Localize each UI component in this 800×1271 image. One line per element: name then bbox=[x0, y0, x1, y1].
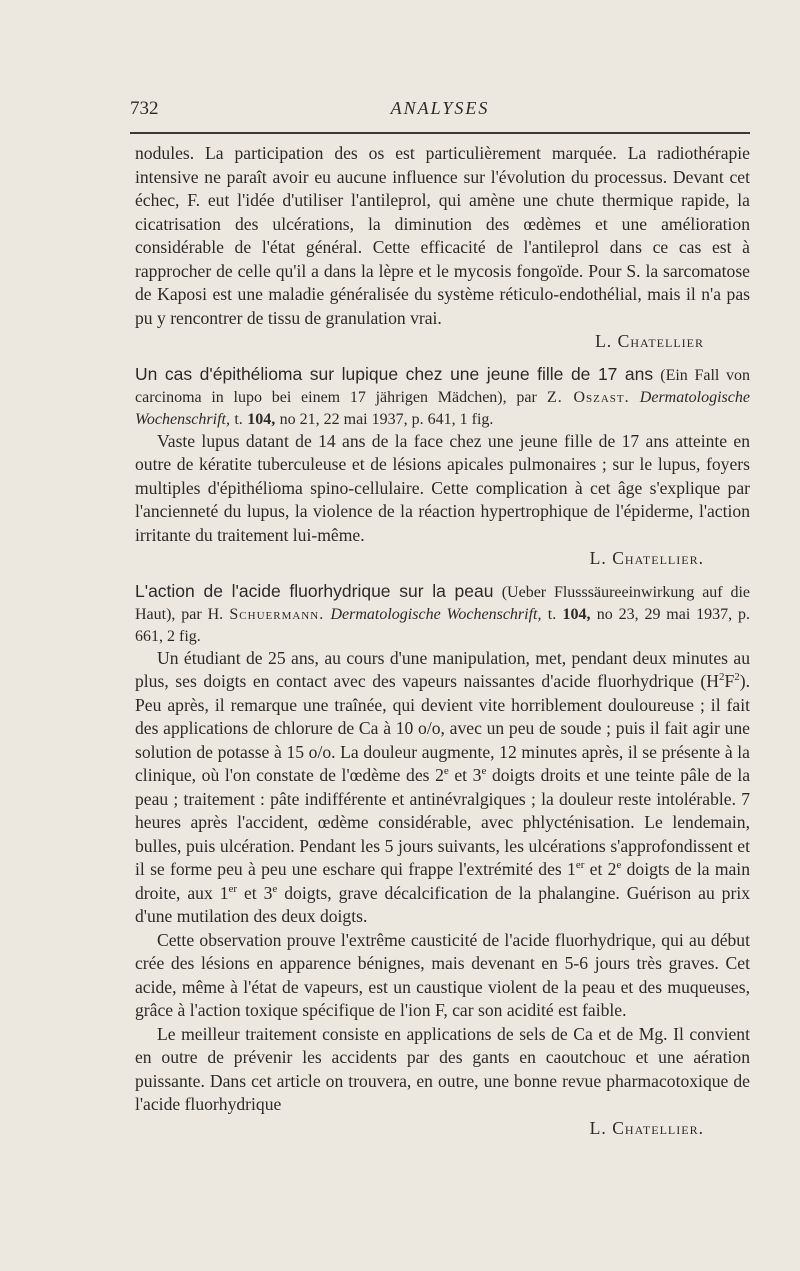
text-run: doigts droits et une teinte pâle de la peau ; traitement : pâte indifférente et antinévralgiques ; la douleur reste intolérable. 7 heures après l'accident, œdème considérable, avec phlycténisation. Le lendemain, bulles, puis ulcération. Pendant les 5 jours suivants, les ulcérations s'approfondissent et il se forme peu à peu une eschare qui frappe l'extrémité des 1 bbox=[135, 765, 751, 879]
article2-volume-prefix: t. bbox=[547, 605, 557, 623]
superscript: er bbox=[575, 859, 585, 872]
text-run: ). Peu après, il remarque une traînée, qui devient vite horriblement douloureuse ; il fait des applications de chlorure de Ca à 10 o/o, avec un peu de soude ; puis il fait agir une solution de potasse à 15 o/o. La douleur augmente, 12 minutes après, il se présente à la clinique, où l'on constate de l'œdème des 2 bbox=[135, 671, 750, 785]
page-body bbox=[135, 142, 750, 1140]
page-header bbox=[130, 94, 750, 124]
text-run: doigts, grave décalcification de la phalangine. Guérison au prix d'une mutilation des deux doigts. bbox=[135, 882, 751, 926]
header-rule bbox=[130, 132, 750, 134]
superscript: e bbox=[272, 882, 278, 895]
article1-details: no 21, 22 mai 1937, p. 641, 1 fig. bbox=[279, 410, 494, 428]
text-run: et 3 bbox=[237, 882, 273, 903]
article1-author: Z. Oszast. bbox=[546, 388, 630, 406]
text-run: Un étudiant de 25 ans, au cours d'une manipulation, met, pendant deux minutes au plus, ses doigts en contact avec des vapeurs naissantes d'acide fluorhydrique (H bbox=[135, 647, 750, 691]
article1-volume: 104, bbox=[247, 410, 276, 428]
text-run: F bbox=[724, 671, 735, 691]
article1-volume-prefix: t. bbox=[234, 410, 243, 428]
page-number: 732 bbox=[130, 98, 159, 119]
article2-paragraph-1 bbox=[135, 647, 750, 929]
intro-signature: L. Chatellier bbox=[595, 331, 704, 351]
article1-journal: Dermatologische Wochenschrift, bbox=[135, 388, 750, 428]
text-run: doigts de la main droite, aux 1 bbox=[135, 859, 750, 903]
intro-paragraph: nodules. La participation des os est particulièrement marquée. La radiothérapie intensive ne paraît avoir eu aucune influence sur l'évolution du processus. Devant cet échec, F. eut l'idée d'utiliser l'antileprol, qui amène une chute thermique rapide, la cicatrisation des ulcérations, la diminution des œdèmes et une amélioration considérable de l'état général. Cette efficacité de l'antileprol dans ce cas est à rapprocher de celle qu'il a dans la lèpre et le mycosis fongoïde. Pour S. la sarcomatose de Kaposi est une maladie généralisée du système réticulo-endothélial, mais il n'a pas pu y rencontrer de tissu de granulation vrai. bbox=[135, 143, 750, 328]
article1-body: Vaste lupus datant de 14 ans de la face chez une jeune fille de 17 ans atteinte en outre de kératite tuberculeuse et de lésions apicales pulmonaires ; sur le lupus, foyers multiples d'épithélioma spino-cellulaire. Cette complication à cet âge s'explique par l'ancienneté du lupus, la violence de la réaction hypertrophique de l'épiderme, l'action irritante du traitement lui-même. bbox=[135, 430, 750, 545]
superscript: e bbox=[616, 859, 622, 872]
article1-heading bbox=[135, 364, 750, 430]
superscript: er bbox=[228, 882, 238, 895]
article2-journal: Dermatologische Wochenschrift, bbox=[330, 605, 542, 623]
article2-original-title: (Ueber Flusssäureeinwirkung auf die Haut), par H. bbox=[135, 583, 750, 623]
superscript: e bbox=[481, 765, 487, 778]
superscript: 2 bbox=[734, 671, 740, 684]
article1-original-title: (Ein Fall von carcinoma in lupo bei einem 17 jährigen Mädchen), par bbox=[135, 366, 751, 406]
superscript: 2 bbox=[718, 671, 725, 684]
article1-title: Un cas d'épithélioma sur lupique chez une jeune fille de 17 ans bbox=[135, 363, 654, 384]
running-title: ANALYSES bbox=[390, 98, 490, 118]
article2-author: Schuermann. bbox=[229, 605, 325, 623]
article1-signature: L. Chatellier. bbox=[589, 548, 704, 568]
superscript: e bbox=[443, 765, 449, 778]
article2-paragraph-2: Cette observation prouve l'extrême causticité de l'acide fluorhydrique, qui au début crée des lésions en apparence bénignes, mais devenant en 5-6 jours très graves. Cet acide, même à l'état de vapeurs, est un caustique violent de la peau et des muqueuses, grâce à l'action toxique spécifique de l'ion F, car son acidité est faible. bbox=[135, 929, 750, 1020]
article2-details: no 23, 29 mai 1937, p. 661, 2 fig. bbox=[135, 605, 751, 645]
article2-paragraph-3: Le meilleur traitement consiste en applications de sels de Ca et de Mg. Il convient en outre de prévenir les accidents par des gants en caoutchouc et une aération puissante. Dans cet article on trouvera, en outre, une bonne revue pharmacotoxique de l'acide fluorhydrique bbox=[135, 1023, 750, 1114]
text-run: et 3 bbox=[448, 765, 482, 785]
article2-heading bbox=[135, 581, 750, 647]
text-run: et 2 bbox=[584, 859, 617, 879]
article2-title: L'action de l'acide fluorhydrique sur la peau bbox=[135, 580, 494, 601]
article2-signature: L. Chatellier. bbox=[589, 1117, 704, 1138]
article2-volume: 104, bbox=[562, 605, 591, 623]
